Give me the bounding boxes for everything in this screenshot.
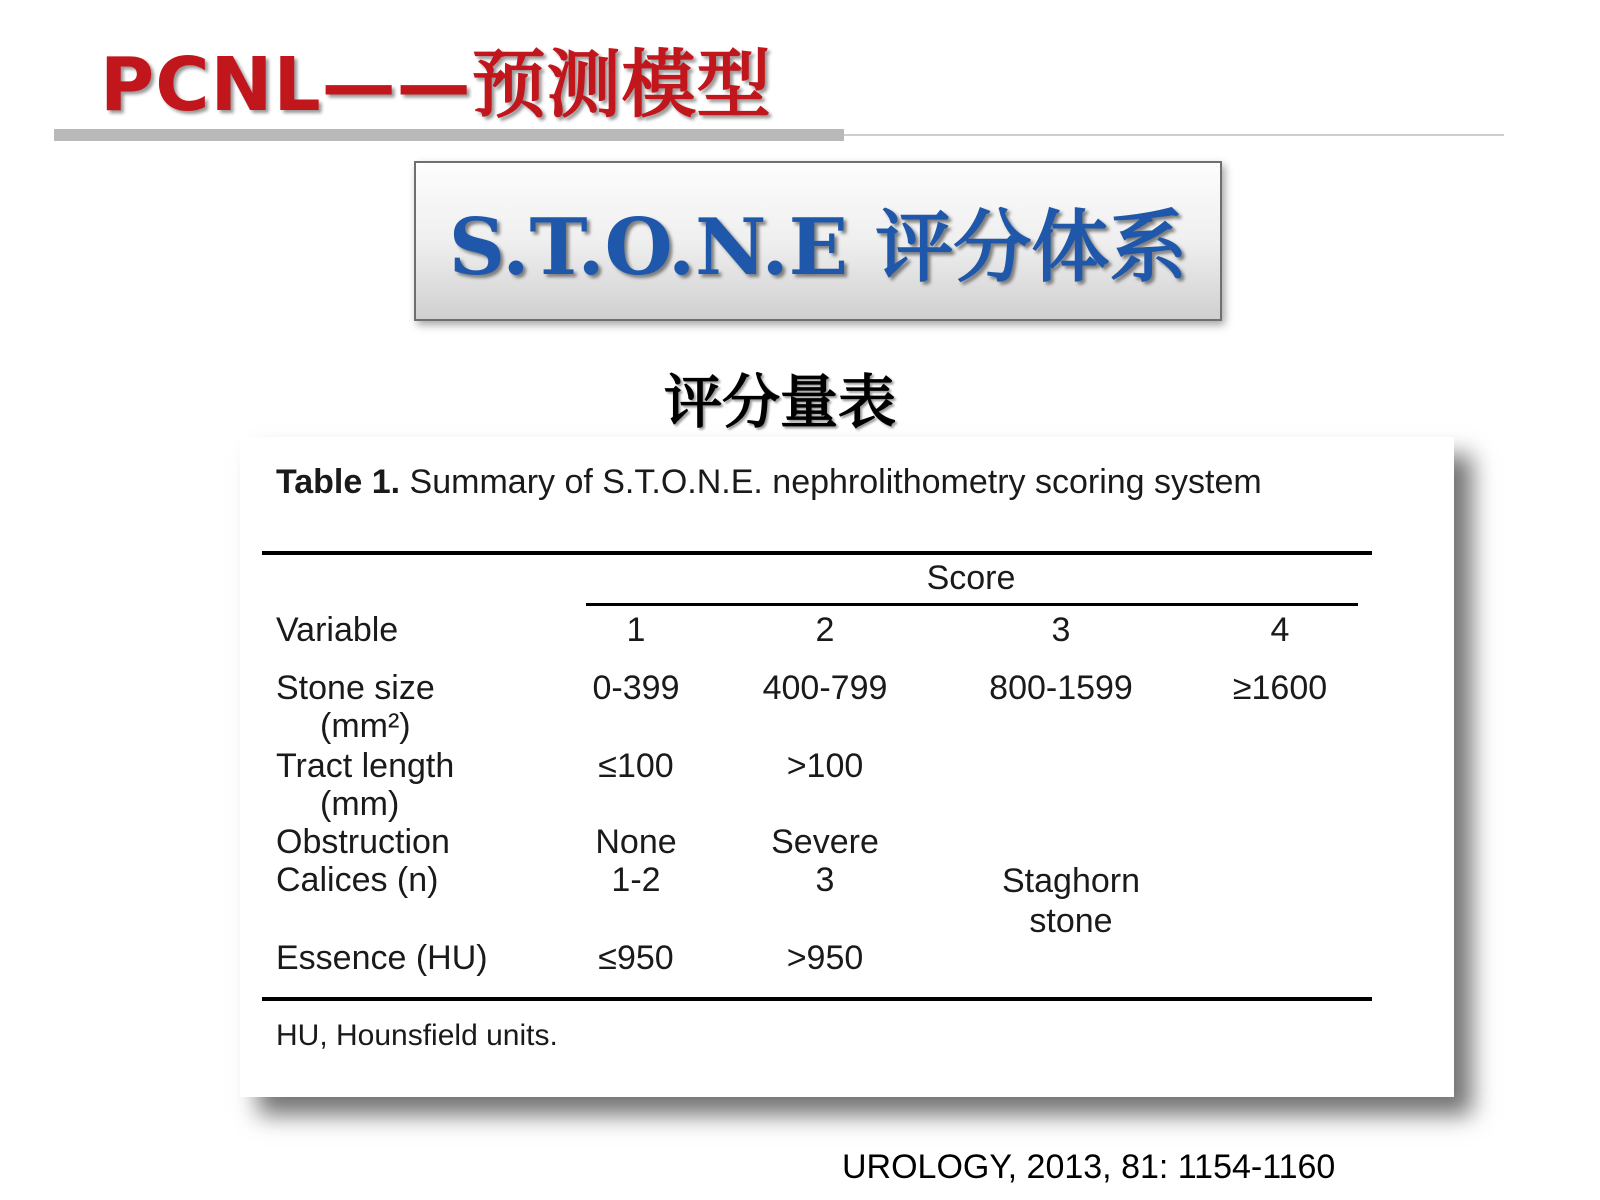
row-stone-size-score-1: 0-399	[592, 669, 680, 707]
banner-title: S.T.O.N.E 评分体系	[448, 202, 1188, 293]
row-tract-length-variable: Tract length	[276, 747, 455, 785]
row-obstruction-variable: Obstruction	[276, 823, 450, 861]
row-stone-size-variable: Stone size	[276, 669, 435, 707]
score-header: Score	[926, 559, 1016, 597]
table-bottom-rule	[262, 997, 1372, 1001]
table-caption	[276, 461, 1426, 504]
slide-title: PCNL——预测模型	[100, 42, 772, 128]
score-column-3: 3	[1051, 611, 1071, 649]
score-column-2: 2	[815, 611, 835, 649]
variable-header: Variable	[276, 611, 399, 649]
title-rule	[844, 134, 1504, 136]
row-tract-length-unit: (mm)	[320, 785, 400, 823]
row-obstruction-score-2: Severe	[771, 823, 879, 861]
row-stone-size-score-2: 400-799	[762, 669, 888, 707]
row-calices-score-2: 3	[815, 861, 835, 899]
row-tract-length-score-2: >100	[786, 747, 864, 785]
score-column-1: 1	[626, 611, 646, 649]
row-stone-size-score-4: ≥1600	[1232, 669, 1328, 707]
table-footnote: HU, Hounsfield units.	[276, 1019, 558, 1052]
score-column-4: 4	[1270, 611, 1290, 649]
row-calices-variable: Calices (n)	[276, 861, 439, 899]
row-stone-size-unit: (mm²)	[320, 707, 411, 745]
row-essence-score-1: ≤950	[598, 939, 674, 977]
table-caption-text: Summary of S.T.O.N.E. nephrolithometry scoring system	[409, 463, 1262, 501]
row-tract-length-score-1: ≤100	[598, 747, 674, 785]
row-obstruction-score-1: None	[595, 823, 677, 861]
row-stone-size-score-3: 800-1599	[989, 669, 1133, 707]
row-calices-score-3: Staghorn stone	[1002, 862, 1140, 940]
banner-box	[414, 161, 1222, 321]
row-calices-score-1: 1-2	[611, 861, 661, 899]
score-header-rule	[586, 603, 1358, 606]
citation: UROLOGY, 2013, 81: 1154-1160	[842, 1148, 1336, 1186]
table-caption-label: Table 1.	[276, 463, 401, 501]
table-top-rule	[262, 551, 1372, 555]
title-underline	[54, 129, 844, 141]
score-table-card	[240, 437, 1454, 1097]
row-essence-variable: Essence (HU)	[276, 939, 488, 977]
row-essence-score-2: >950	[786, 939, 864, 977]
section-subtitle: 评分量表	[663, 368, 896, 436]
